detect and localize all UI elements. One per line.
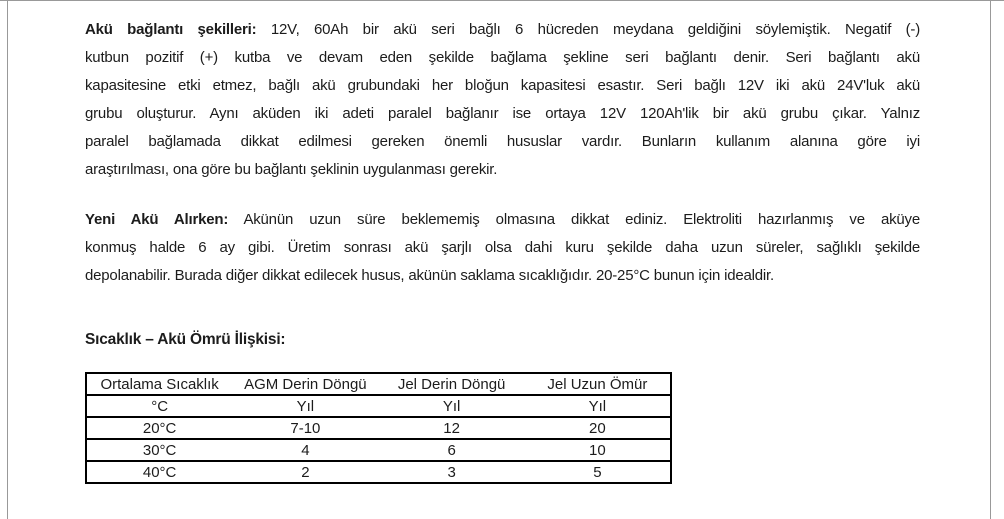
table-unit-cell: Yıl (232, 395, 378, 417)
table-cell: 40°C (86, 461, 232, 483)
table-header-cell: Jel Derin Döngü (379, 373, 525, 395)
table-row (86, 417, 671, 439)
temperature-battery-life-table (85, 372, 672, 484)
table-cell: 6 (379, 439, 525, 461)
paragraph-line: araştırılması, ona göre bu bağlantı şeklinin uygulanması gerekir. (85, 161, 498, 178)
table-cell: 7-10 (232, 417, 378, 439)
table-cell: 3 (379, 461, 525, 483)
page-top-edge (0, 0, 1004, 1)
paragraph-new-battery (85, 206, 920, 290)
paragraph-line: kapasitesine etki etmez, bağlı akü grubundaki her bloğun kapasitesi esastır. Seri bağlı 12V iki akü 24V'luk akü (85, 77, 920, 94)
paragraph-line (85, 206, 920, 234)
paragraph-battery-connections (85, 16, 920, 184)
table-unit-cell: Yıl (525, 395, 671, 417)
table-row (86, 461, 671, 483)
paragraph-line-text: 12V, 60Ah bir akü seri bağlı 6 hücreden meydana geldiğini söylemiştik. Negatif (-) (256, 21, 920, 38)
table-cell: 2 (232, 461, 378, 483)
paragraph-line (85, 16, 920, 44)
page-content (85, 16, 920, 484)
page-left-edge (7, 0, 8, 519)
table-header-row (86, 373, 671, 395)
table-cell: 20 (525, 417, 671, 439)
page-right-edge (990, 0, 991, 519)
table-cell: 30°C (86, 439, 232, 461)
paragraph-line: paralel bağlamada dikkat edilmesi gereken önemli hususlar vardır. Bunların kullanım alanına göre iyi (85, 133, 920, 150)
paragraph-line-text: Akünün uzun süre beklememiş olmasına dikkat ediniz. Elektroliti hazırlanmış ve aküye (228, 211, 921, 228)
paragraph-lead-bold: Akü bağlantı şekilleri: (85, 21, 257, 38)
table-cell: 5 (525, 461, 671, 483)
table-header-cell: AGM Derin Döngü (232, 373, 378, 395)
paragraph-line: konmuş halde 6 ay gibi. Üretim sonrası akü şarjlı olsa dahi kuru şekilde daha uzun süreler, sağlıklı şekilde (85, 239, 920, 256)
table-row (86, 439, 671, 461)
paragraph-line: kutbun pozitif (+) kutba ve devam eden şekilde bağlama şekline seri bağlantı denir. Seri bağlantı akü (85, 49, 920, 66)
table-unit-cell: °C (86, 395, 232, 417)
table-unit-cell: Yıl (379, 395, 525, 417)
table-cell: 10 (525, 439, 671, 461)
table-units-row (86, 395, 671, 417)
section-heading-temperature-battery-life: Sıcaklık – Akü Ömrü İlişkisi: (85, 331, 286, 348)
table-header-cell: Jel Uzun Ömür (525, 373, 671, 395)
paragraph-lead-bold: Yeni Akü Alırken: (85, 211, 229, 228)
paragraph-line: depolanabilir. Burada diğer dikkat edilecek husus, akünün saklama sıcaklığıdır. 20-25°C bunun için idealdir. (85, 267, 774, 284)
table-cell: 20°C (86, 417, 232, 439)
paragraph-line: grubu oluşturur. Aynı aküden iki adeti paralel bağlanır ise ortaya 12V 120Ah'lik bir akü grubu çıkar. Yalnız (85, 105, 920, 122)
table-cell: 4 (232, 439, 378, 461)
table-header-cell: Ortalama Sıcaklık (86, 373, 232, 395)
table-cell: 12 (379, 417, 525, 439)
